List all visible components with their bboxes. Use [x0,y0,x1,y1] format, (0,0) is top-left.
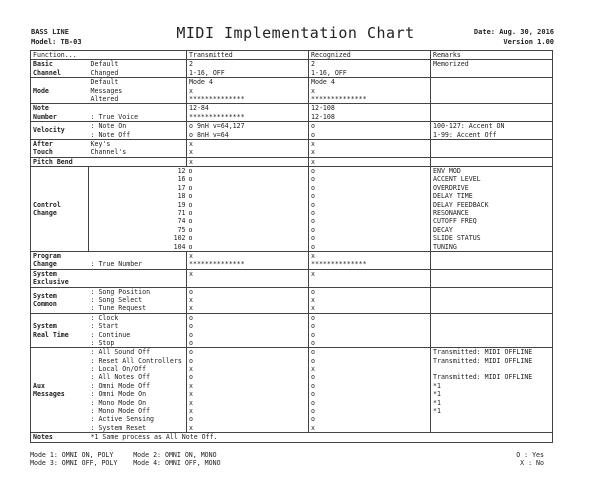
function-control-line: Change [33,209,57,218]
transmitted-after [187,139,309,157]
sub-program-line [91,252,185,260]
recognized-aux-line: o [311,398,315,407]
remarks-aux-line [433,365,550,373]
remarks-aux-line: Transmitted: MIDI OFFLINE [433,373,533,382]
function-control [31,167,89,252]
function-realtime-line: System [33,322,57,331]
transmitted-control-line: o [188,209,193,218]
recognized-realtime-line: o [311,322,315,331]
row-control [31,167,553,252]
legend-yes: O : Yes [516,451,544,459]
transmitted-realtime-line: o [189,330,193,339]
remarks-aux-line [433,424,550,432]
transmitted-realtime-line: o [189,338,193,347]
function-mode [31,78,89,104]
remarks-program [431,252,553,270]
transmitted-aux-line: o [189,356,193,365]
control-numbers-line: 75 [177,225,186,234]
recognized-aux-line: o [311,356,315,365]
transmitted-note-line: ************** [189,112,245,121]
transmitted-common-line: x [189,304,193,313]
transmitted-common [187,287,309,313]
sub-mode [89,78,187,104]
control-numbers-line: 71 [177,209,186,218]
transmitted-basic-line: 1-16, OFF [189,68,225,77]
transmitted-mode-line: ************** [189,94,245,103]
remarks-mode-line [433,95,550,103]
recognized-common [309,287,431,313]
recognized-mode-line: ************** [311,94,367,103]
recognized-control-line: o [311,192,315,201]
function-realtime [31,313,89,348]
recognized-aux-line: x [311,365,315,374]
recognized-control-line: o [311,225,315,234]
transmitted-control-line: o [188,183,193,192]
recognized-pitch [309,157,431,166]
recognized-control-line: o [311,200,315,209]
transmitted-aux-line: x [189,398,193,407]
col-header-transmitted: Transmitted [187,51,309,60]
remarks-after-line [433,140,550,148]
recognized-control [309,167,431,252]
transmitted-aux-line: x [189,423,193,432]
date-label: Date: Aug. 30, 2016 [473,28,554,36]
recognized-realtime-line: o [311,313,315,322]
col-header-remarks: Remarks [431,51,553,60]
function-control-line: Control [33,200,61,209]
sub-basic [89,60,187,78]
col-header-recognized: Recognized [309,51,431,60]
transmitted-velocity-line: o 8nH v=64 [189,130,229,139]
transmitted-aux-line: o [189,373,193,382]
recognized-mode-line: Mode 4 [311,78,335,87]
remarks-common-line [433,288,550,296]
remarks-control-line: RESONANCE [433,209,469,218]
function-sysex-line: System [33,269,57,278]
mode-legend-line-1: Mode 1: OMNI ON, POLY Mode 2: OMNI ON, MONO [30,451,217,459]
sub-pitch-line [91,158,185,166]
control-numbers-line: 102 [173,234,186,243]
recognized-control-line: o [311,242,315,251]
recognized-control-line: o [311,183,315,192]
function-sysex-line: Exclusive [33,278,69,287]
function-aux-line: Messages [33,390,65,399]
remarks-aux-line: *1 [433,407,441,416]
remarks-aux-line: Transmitted: MIDI OFFLINE [433,348,533,357]
sub-sysex-line [91,270,185,278]
transmitted-control-line: o [188,167,193,176]
sub-aux-line: : All Notes Off [90,373,151,382]
transmitted-mode [187,78,309,104]
transmitted-program-line: ************** [189,260,245,269]
recognized-sysex-line: x [311,269,315,278]
remarks-mode [431,78,553,104]
remarks-mode-line [433,78,550,86]
function-program [31,252,89,270]
recognized-note [309,104,431,122]
sub-realtime-line: : Clock [90,313,119,322]
header-right [474,27,554,47]
version-label: Version 1.00 [503,38,554,46]
sub-realtime [89,313,187,348]
control-numbers-line: 19 [177,200,186,209]
transmitted-sysex-line: x [189,269,193,278]
sub-basic-line: Changed [90,68,119,77]
function-program-line: Change [33,260,57,269]
sub-aux [89,348,187,433]
recognized-aux-line: o [311,381,315,390]
transmitted-common-line: o [189,287,193,296]
transmitted-control-line: o [188,242,193,251]
function-basic [31,60,89,78]
transmitted-program-line: x [189,252,193,260]
model-name: Model: TB-03 [31,38,82,46]
recognized-basic-line: 2 [311,60,315,69]
sub-aux-line: : Local On/Off [90,365,147,374]
transmitted-control-line: o [188,234,193,243]
sub-common [89,287,187,313]
sub-velocity [89,122,187,140]
control-numbers-line: 17 [177,183,186,192]
recognized-control-line: o [311,217,315,226]
sub-note [89,104,187,122]
sub-note-line: : True Voice [90,112,139,121]
sub-program [89,252,187,270]
transmitted-aux-line: x [189,381,193,390]
function-realtime-line: Real Time [33,330,69,339]
remarks-note-line [433,113,550,121]
remarks-aux-line: Transmitted: MIDI OFFLINE [433,356,533,365]
transmitted-control [187,167,309,252]
recognized-note-line: 12-108 [311,104,335,113]
remarks-program-line [433,260,550,268]
function-aux [31,348,89,433]
transmitted-basic [187,60,309,78]
sub-sysex [89,269,187,287]
function-basic-line: Channel [33,68,61,77]
transmitted-aux-line: o [189,415,193,424]
function-velocity-line: Velocity [33,126,65,135]
sub-program-line: : True Number [90,260,143,269]
remarks-control [431,167,553,252]
notes-text: *1 Same process as All Note Off. [89,433,553,442]
remarks-control-line: ENV MOD [433,167,461,176]
col-header-function: Function... [31,51,187,60]
transmitted-velocity-line: o 9nH v=64,127 [189,122,245,131]
function-common-line: System [33,291,57,300]
remarks-pitch [431,157,553,166]
recognized-realtime [309,313,431,348]
transmitted-aux-line: x [189,407,193,416]
remarks-mode-line [433,87,550,95]
function-notes-line: Notes [33,433,53,442]
transmitted-basic-line: 2 [189,60,193,69]
row-aux [31,348,553,433]
remarks-basic [431,60,553,78]
recognized-aux-line: o [311,415,315,424]
transmitted-pitch-line: x [189,157,193,166]
remarks-note-line [433,104,550,112]
control-numbers [89,167,187,252]
function-common-line: Common [33,300,57,309]
function-aux-line: Aux [33,381,45,390]
transmitted-note [187,104,309,122]
remarks-sysex [431,269,553,287]
remarks-note [431,104,553,122]
control-numbers-line: 18 [177,192,186,201]
transmitted-after-line: x [189,139,193,148]
function-common [31,287,89,313]
row-common [31,287,553,313]
function-after-line: Touch [33,148,53,157]
function-after [31,139,89,157]
transmitted-realtime-line: o [189,322,193,331]
function-pitch [31,157,89,166]
recognized-common-line: x [311,295,315,304]
sub-realtime-line: : Start [90,322,119,331]
transmitted-mode-line: x [189,86,193,95]
row-realtime [31,313,553,348]
sub-aux-line: : Reset All Controllers [90,356,182,365]
recognized-velocity [309,122,431,140]
sub-aux-line: : Omni Mode On [90,390,147,399]
transmitted-sysex [187,269,309,287]
row-mode [31,78,553,104]
function-velocity [31,122,89,140]
transmitted-control-line: o [188,200,193,209]
function-sysex [31,269,89,287]
sub-mode-line: Altered [90,94,119,103]
remarks-realtime [431,313,553,348]
transmitted-realtime-line: o [189,313,193,322]
recognized-mode-line: x [311,86,315,95]
remarks-pitch-line [433,158,550,166]
remarks-aux [431,348,553,433]
recognized-program-line: x [311,252,315,260]
control-numbers-line: 104 [173,242,186,251]
remarks-common-line [433,296,550,304]
sub-mode-line: Default [90,78,119,87]
control-numbers-line: 74 [177,217,186,226]
remarks-control-line: TUNING [433,242,457,251]
remarks-aux-line: *1 [433,381,441,390]
sub-after-line: Key's [90,139,111,148]
row-note [31,104,553,122]
recognized-program [309,252,431,270]
remarks-realtime-line [433,331,550,339]
sub-aux-line: : Active Sensing [90,415,155,424]
transmitted-aux-line: o [189,348,193,357]
transmitted-control-line: o [188,192,193,201]
row-notes [31,433,553,442]
function-basic-line: Basic [33,60,53,69]
transmitted-velocity [187,122,309,140]
remarks-common-line [433,304,550,312]
function-note [31,104,89,122]
remarks-realtime-line [433,339,550,347]
transmitted-note-line: 12-84 [189,104,209,113]
remarks-velocity [431,122,553,140]
transmitted-aux [187,348,309,433]
sub-aux-line: : System Reset [90,423,147,432]
midi-chart-table [30,50,553,443]
transmitted-after-line: x [189,148,193,157]
recognized-aux-line: o [311,348,315,357]
recognized-velocity-line: o [311,122,315,131]
remarks-after-line [433,148,550,156]
recognized-aux [309,348,431,433]
recognized-control-line: o [311,167,315,176]
recognized-mode [309,78,431,104]
transmitted-control-line: o [188,217,193,226]
recognized-realtime-line: o [311,330,315,339]
remarks-control-line: OVERDRIVE [433,183,469,192]
row-program [31,252,553,270]
remarks-control-line: SLIDE STATUS [433,234,481,243]
row-sysex [31,269,553,287]
recognized-realtime-line: o [311,338,315,347]
remarks-velocity-line: 1-99: Accent Off [433,130,497,139]
sub-realtime-line: : Continue [90,330,131,339]
transmitted-realtime [187,313,309,348]
sub-velocity-line: : Note Off [90,130,131,139]
recognized-sysex [309,269,431,287]
function-pitch-line: Pitch Bend [33,157,73,166]
recognized-aux-line: x [311,423,315,432]
recognized-aux-line: o [311,407,315,416]
recognized-control-line: o [311,175,315,184]
function-note-line: Number [33,112,57,121]
sub-mode-line: Messages [90,86,123,95]
function-after-line: After [33,139,53,148]
recognized-common-line: x [311,304,315,313]
remarks-aux-line: *1 [433,398,441,407]
sub-aux-line: : All Sound Off [90,348,151,357]
sub-pitch [89,157,187,166]
sub-realtime-line: : Stop [90,338,115,347]
sub-aux-line: : Mono Mode On [90,398,147,407]
transmitted-aux-line: x [189,390,193,399]
legend-no: X : No [520,459,544,468]
function-mode-line: Mode [33,86,49,95]
row-velocity [31,122,553,140]
recognized-aux-line: o [311,390,315,399]
recognized-velocity-line: o [311,130,315,139]
recognized-after [309,139,431,157]
sub-common-line: : Tune Request [90,304,147,313]
sub-note-line [91,104,185,112]
sub-aux-line: : Mono Mode Off [90,407,151,416]
page-title: MIDI Implementation Chart [176,24,415,42]
remarks-realtime-line [433,314,550,322]
recognized-basic [309,60,431,78]
remarks-control-line: CUTOFF FREQ [433,217,477,226]
remarks-basic-line: Memorized [433,60,469,69]
transmitted-control-line: o [188,175,193,184]
control-numbers-line: 12 [177,167,186,176]
recognized-aux-line: o [311,373,315,382]
transmitted-pitch [187,157,309,166]
recognized-program-line: ************** [311,260,367,269]
recognized-control-line: o [311,234,315,243]
recognized-note-line: 12-108 [311,112,335,121]
recognized-after-line: x [311,148,315,157]
sub-velocity-line: : Note On [90,122,127,131]
header-row [31,51,553,60]
remarks-realtime-line [433,322,550,330]
row-after [31,139,553,157]
remarks-control-line: DELAY TIME [433,192,473,201]
sub-aux-line: : Omni Mode Off [90,381,151,390]
recognized-pitch-line: x [311,157,315,166]
mode-legend-line-2: Mode 3: OMNI OFF, POLY Mode 4: OMNI OFF, MONO [30,459,221,468]
sub-common-line: : Song Position [90,287,151,296]
sub-after [89,139,187,157]
remarks-velocity-line: 100-127: Accent ON [433,122,505,131]
recognized-after-line: x [311,139,315,148]
row-pitch [31,157,553,166]
row-basic [31,60,553,78]
remarks-after [431,139,553,157]
function-note-line: Note [33,104,49,113]
transmitted-common-line: x [189,295,193,304]
recognized-control-line: o [311,209,315,218]
remarks-control-line: DECAY [433,225,453,234]
product-name: BASS LINE [31,28,69,36]
sub-common-line: : Song Select [90,295,143,304]
recognized-common-line: o [311,287,315,296]
transmitted-mode-line: Mode 4 [189,78,213,87]
remarks-basic-line [433,69,550,77]
remarks-program-line [433,252,550,260]
function-notes [31,433,89,442]
remarks-sysex-line [433,270,550,278]
transmitted-control-line: o [188,225,193,234]
transmitted-aux-line: x [189,365,193,374]
remarks-control-line: ACCENT LEVEL [433,175,481,184]
transmitted-program [187,252,309,270]
remarks-aux-line [433,415,550,423]
remarks-common [431,287,553,313]
function-program-line: Program [33,252,61,260]
recognized-basic-line: 1-16, OFF [311,68,347,77]
sub-basic-line: Default [90,60,119,69]
remarks-aux-line: *1 [433,390,441,399]
remarks-control-line: DELAY FEEDBACK [433,200,489,209]
control-numbers-line: 16 [177,175,186,184]
sub-after-line: Channel's [90,148,127,157]
